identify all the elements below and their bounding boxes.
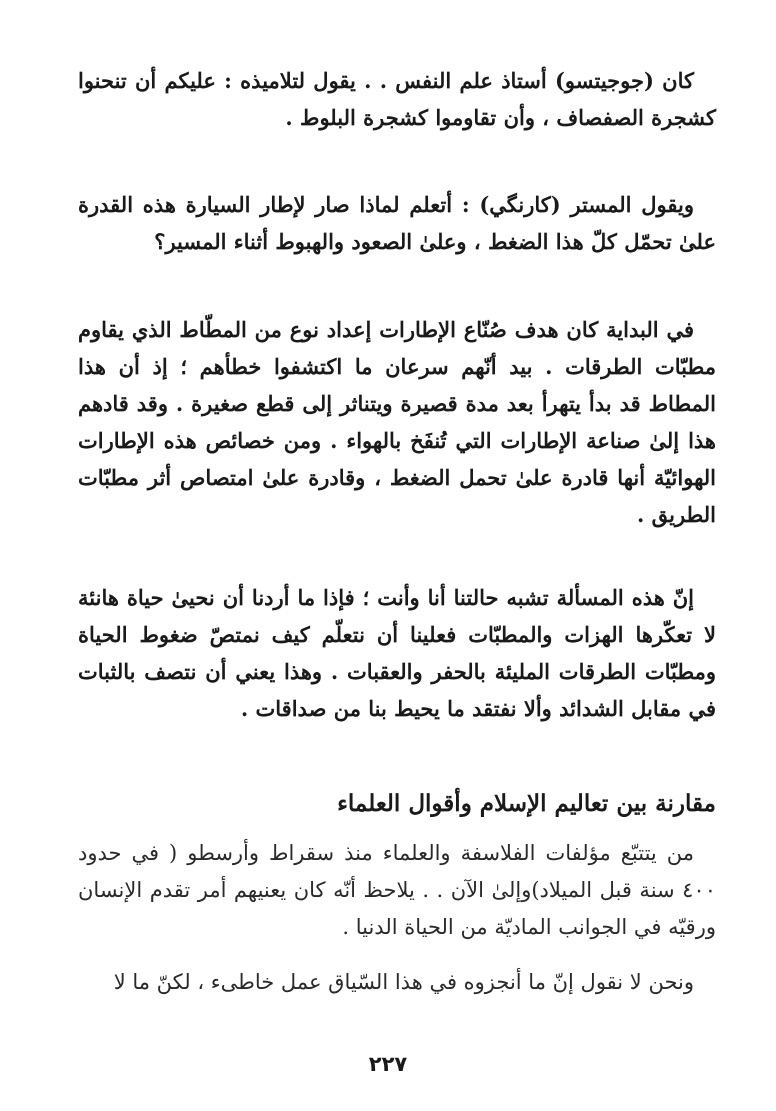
paragraph-tire-makers: في البداية كان هدف صُنّاع الإطارات إعداد نوع من المطّاط الذي يقاوم مطبّات الطرقات . بيد أنّهم سرعان ما اكتشفوا خطأهم ؛ إذ أن هذا المطاط قد بدأ يتهرأ بعد مدة قصيرة ويتناثر إلى قطع صغيرة . وقد قادهم هذا إلىٰ صناعة الإطارات التي تُنفَخ بالهواء . ومن خصائص هذه الإطارات الهوائيّة أنها قادرة علىٰ تحمل الضغط ، وقادرة علىٰ امتصاص أثر مطبّات الطريق . xyxy=(78,317,716,527)
paragraph-jujitsu-quote: كان (جوجيتسو) أستاذ علم النفس . . يقول لتلاميذه : عليكم أن تنحنوا كشجرة الصفصاف ، وأن تقاوموا كشجرة البلوط . xyxy=(78,68,716,130)
section-heading: مقارنة بين تعاليم الإسلام وأقوال العلماء xyxy=(337,790,716,817)
page-number: ٢٢٧ xyxy=(368,1052,408,1076)
paragraph-philosophers: من يتتبّع مؤلفات الفلاسفة والعلماء منذ سقراط وأرسطو ( في حدود ٤٠٠ سنة قبل الميلاد)وإلىٰ الآن . . يلاحظ أنّه كان يعنيهم أمر تقدم الإنسان ورقيّه في الجوانب الماديّة من الحياة الدنيا . xyxy=(78,841,716,939)
paragraph-our-situation: إنّ هذه المسألة تشبه حالتنا أنا وأنت ؛ فإذا ما أردنا أن نحيىٰ حياة هانئة لا تعكّرها الهزات والمطبّات فعلينا أن نتعلّم كيف نمتصّ ضغوط الحياة ومطبّات الطرقات المليئة بالحفر والعقبات . وهذا يعني أن نتصف بالثبات في مقابل الشدائد وألا نفتقد ما يحيط بنا من صداقات . xyxy=(78,585,716,721)
book-page xyxy=(78,62,716,1062)
paragraph-carnegie-quote: ويقول المستر (كارنگي) : أتعلم لماذا صار لإطار السيارة هذه القدرة علىٰ تحمّل كلّ هذا الضغط ، وعلىٰ الصعود والهبوط أثناء المسير؟ xyxy=(78,192,716,254)
paragraph-continuation: ونحن لا نقول إنّ ما أنجزوه في هذا السّياق عمل خاطىء ، لكنّ ما لا xyxy=(113,970,694,994)
